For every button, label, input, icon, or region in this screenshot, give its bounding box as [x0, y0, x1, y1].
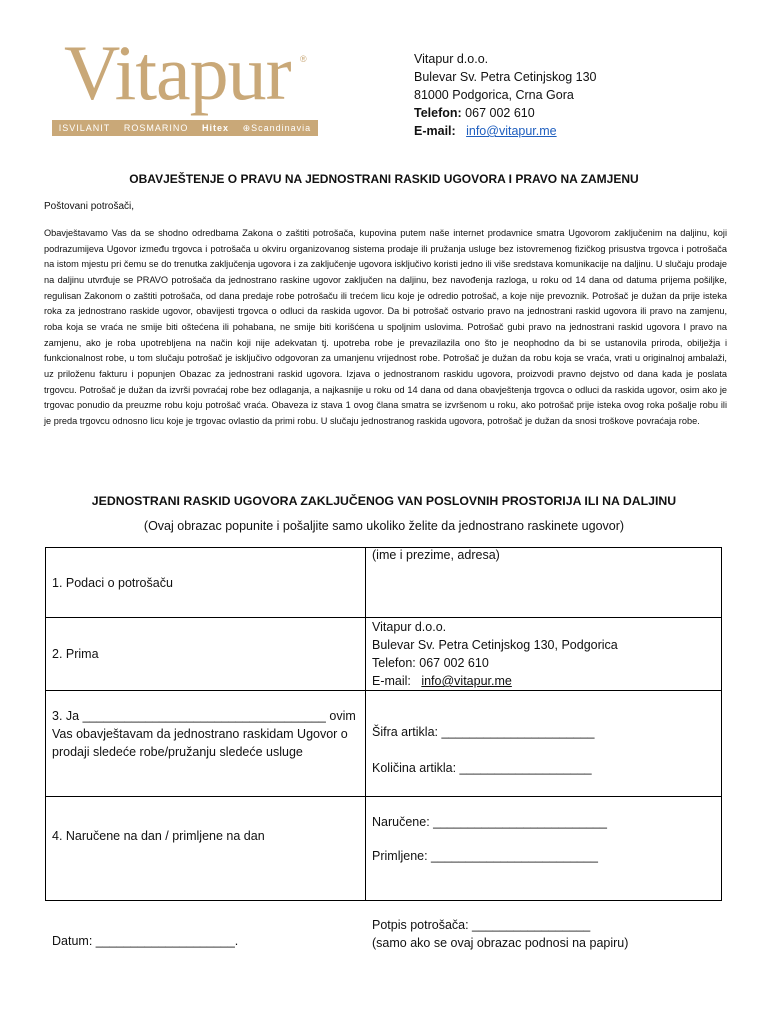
recipient-data-cell [366, 618, 722, 691]
email-label: E-mail: [414, 124, 456, 138]
recipient-label: 2. Prima [52, 647, 99, 661]
form-subtitle: (Ovaj obrazac popunite i pošaljite samo ukoliko želite da jednostrano raskinete ugovor) [143, 519, 625, 533]
company-contact [414, 50, 597, 140]
form-row-recipient [46, 618, 722, 691]
consumer-label-cell [46, 548, 366, 618]
notice-title: OBAVJEŠTENJE O PRAVU NA JEDNOSTRANI RASKID UGOVORA I PRAVO NA ZAMJENU [129, 172, 639, 186]
brand-rosmarino: ROSMARINO [123, 123, 189, 133]
logo-wordmark: Vitapur [64, 29, 291, 116]
company-email [414, 122, 597, 140]
dates-label-cell [46, 797, 366, 901]
goods-statement-cell[interactable] [46, 691, 366, 797]
statement-line-2: Vas obavještavam da jednostrano raskidam Ugovor o [52, 727, 348, 741]
recipient-email-link[interactable]: info@vitapur.me [421, 674, 512, 688]
dates-label: 4. Naručene na dan / primljene na dan [52, 829, 265, 843]
consumer-hint: (ime i prezime, adresa) [372, 548, 500, 562]
recipient-phone: Telefon: 067 002 610 [372, 656, 489, 670]
company-street: Bulevar Sv. Petra Cetinjskog 130 [414, 70, 597, 84]
vitapur-logo [52, 29, 322, 138]
withdrawal-form-table [45, 547, 722, 901]
signature-block [372, 916, 628, 952]
recipient-label-cell [46, 618, 366, 691]
form-row-goods [46, 691, 722, 797]
registered-mark: ® [300, 54, 307, 64]
signature-note: (samo ako se ovaj obrazac podnosi na papiru) [372, 936, 629, 950]
recipient-email-label: E-mail: [372, 674, 411, 688]
received-date-field[interactable]: Primljene: ________________________ [372, 849, 598, 863]
statement-line-3: prodaji sledeće robe/pružanju sledeće usluge [52, 745, 303, 759]
consumer-data-cell[interactable] [366, 548, 722, 618]
brand-isvilanit: ISVILANIT [58, 123, 111, 133]
article-quantity-field[interactable]: Količina artikla: ___________________ [372, 761, 592, 775]
greeting: Poštovani potrošači, [44, 201, 135, 212]
form-row-dates [46, 797, 722, 901]
company-name: Vitapur d.o.o. [414, 52, 489, 66]
brand-hitex: Hitex [201, 123, 229, 133]
company-city: 81000 Podgorica, Crna Gora [414, 88, 574, 102]
recipient-address: Bulevar Sv. Petra Cetinjskog 130, Podgorica [372, 638, 618, 652]
statement-line-1: 3. Ja ___________________________________ ovim [52, 709, 356, 723]
goods-details-cell[interactable] [366, 691, 722, 797]
brand-scandinavia: ⊕Scandinavia [242, 122, 312, 133]
form-row-consumer [46, 548, 722, 618]
consumer-label: 1. Podaci o potrošaču [52, 575, 173, 590]
article-code-field[interactable]: Šifra artikla: ______________________ [372, 725, 595, 739]
notice-body: Obavještavamo Vas da se shodno odredbama Zakona o zaštiti potrošača, kupovina putem naše internet prodavnice smatra Ugovorom zaključenim na daljinu, koji podrazumijeva Ugovor između trgovca i potrošača u okviru organizovanog sistema prodaje ili pružanja usluge bez istovremenog fizičkog prisustva trgovca i potrošača na istom mjestu pri čemu se do trenutka zaključenja ugovora i za zaključenje ugovora isključivo koristi jedno ili više sredstava komunikacije na daljinu. U slučaju prodaje na daljinu utvrđuje se PRAVO potrošača da jednostrano raskine ugovor zaključen na daljinu, bez navođenja razloga, u roku od 14 dana od datuma prijema pošiljke, regulisan Zakonom o zaštiti potrošača, od dana predaje robe potrošaču ili trećem licu koje je odredio potrošač, a koje nije prevoznik. Potrošač je dužan da prije isteka roka za jednostrano raskide ugovor, obavijesti trgovca o odluci da raskida ugovor. Da bi potrošač ostvario pravo na jednostrani raskid ugovora ili pravo na zamjenu, roba koja se vraća ne smije biti oštećena ili pohabana, ne smije biti korišćena u spoljnim uslovima. Potrošač gubi pravo na jednostrani raskid ugovora I pravo na zamjenu, ako je roba upotrebljena na način koji nije adekvatan tj. upotreba robe je prevazilazila ono što je neophodno da bi se ustanovila priroda, obilježja i funkcionalnost robe, u tom slučaju potrošač je isključivo odgovoran za umanjenu vrijednost robe. Potrošač je dužan da robu koja se vraća, vrati u originalnoj ambalaži, uz priloženu fakturu i popunjen Obazac za jednostrani raskid ugovora. Izjava o jednostranom raskidu ugovora, proizvodi pravno dejstvo od dana kada je poslata trgovcu. Potrošač je dužan da izvrši povraćaj robe bez odlaganja, a najkasnije u roku od 14 dana od dana obavještenja trgovca o odluci da raskida ugovor, osim ako je trgovac ponudio da preuzme robu koju potrošač vraća. Obaveza iz stava 1 ovog člana smatra se izvršenom u roku, ako potrošač prije isteka ovog roka pošalje robu ili je preda trgovcu odnosno licu koje je trgovac ovlastio da primi robu. U slučaju jednostranog raskida ugovora, potrošač je dužan da snosi troškove povraćaja robe. [44, 228, 727, 426]
phone-label: Telefon: [414, 106, 462, 120]
brand-bar [52, 120, 318, 136]
form-title: JEDNOSTRANI RASKID UGOVORA ZAKLJUČENOG VAN POSLOVNIH PROSTORIJA ILI NA DALJINU [91, 494, 677, 508]
company-phone [414, 104, 597, 122]
recipient-name: Vitapur d.o.o. [372, 620, 447, 634]
phone-value: 067 002 610 [465, 106, 535, 120]
email-link[interactable]: info@vitapur.me [466, 124, 557, 138]
recipient-email [372, 672, 715, 690]
ordered-date-field[interactable]: Naručene: _________________________ [372, 815, 607, 829]
date-field[interactable]: Datum: ____________________. [52, 934, 239, 948]
dates-fields-cell[interactable] [366, 797, 722, 901]
signature-field[interactable]: Potpis potrošača: _________________ [372, 918, 591, 932]
